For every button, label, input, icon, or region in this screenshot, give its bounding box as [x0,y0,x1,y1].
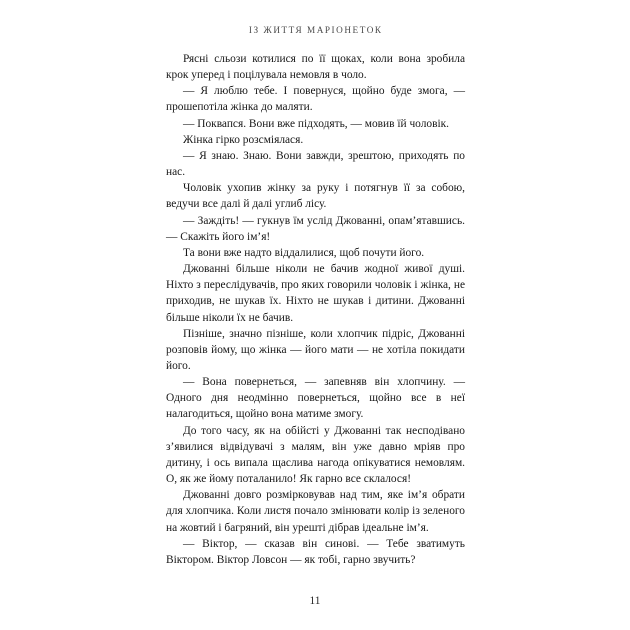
paragraph: — Поквапся. Вони вже підходять, — мовив їй чоловік. [183,117,450,130]
body-text-block [166,51,465,568]
paragraph: — Я люблю тебе. І повернуся, щойно буде змога, — прошепотіла жінка до маляти. [166,85,465,114]
page-number: 11 [309,595,321,607]
paragraph: Джованні більше ніколи не бачив жодної живої душі. Ніхто з переслідувачів, про яких говорили чоловік і жінка, не приходив, не шукав їх. Ніхто не шукав і дитини. Джованні більше ніколи їх не бачив. [166,263,465,324]
paragraph: Жінка гірко розсміялася. [183,133,304,146]
paragraph: — Заждіть! — гукнув їм услід Джованні, опам’ятавшись. — Скажіть його ім’я! [166,214,465,243]
paragraph: Пізніше, значно пізніше, коли хлопчик підріс, Джованні розповів йому, що жінка — його мати — не хотіла покидати його. [166,327,465,372]
paragraph: — Вона повернеться, — запевняв він хлопчину. — Одного дня неодмінно повернеться, щойно все в неї налагодиться, щойно вона матиме змогу. [166,376,465,421]
paragraph: Та вони вже надто віддалилися, щоб почути його. [183,246,425,259]
paragraph: Чоловік ухопив жінку за руку і потягнув її за собою, ведучи все далі й далі углиб лісу. [166,182,465,211]
paragraph: — Віктор, — сказав він синові. — Тебе зватимуть Віктором. Віктор Ловсон — як тобі, гарно звучить? [166,537,465,566]
paragraph: До того часу, як на обійсті у Джованні так несподівано з’явилися відвідувачі з малям, він уже давно мріяв про дитину, і ось випала щаслива нагода опікуватися немовлям. О, як же йому поталанило! Як гарно все склалося! [166,424,465,486]
paragraph: Рясні сльози котилися по її щоках, коли вона зробила крок уперед і поцілувала немовля в чоло. [166,53,465,82]
running-head: ІЗ ЖИТТЯ МАРІОНЕТОК [248,25,383,35]
paragraph: — Я знаю. Знаю. Вони завжди, зрештою, приходять по нас. [166,149,465,179]
paragraph: Джованні довго розмірковував над тим, яке ім’я обрати для хлопчика. Коли листя почало змінювати колір із зеленого на жовтий і багряний, він урешті дібрав ідеальне ім’я. [166,489,465,534]
